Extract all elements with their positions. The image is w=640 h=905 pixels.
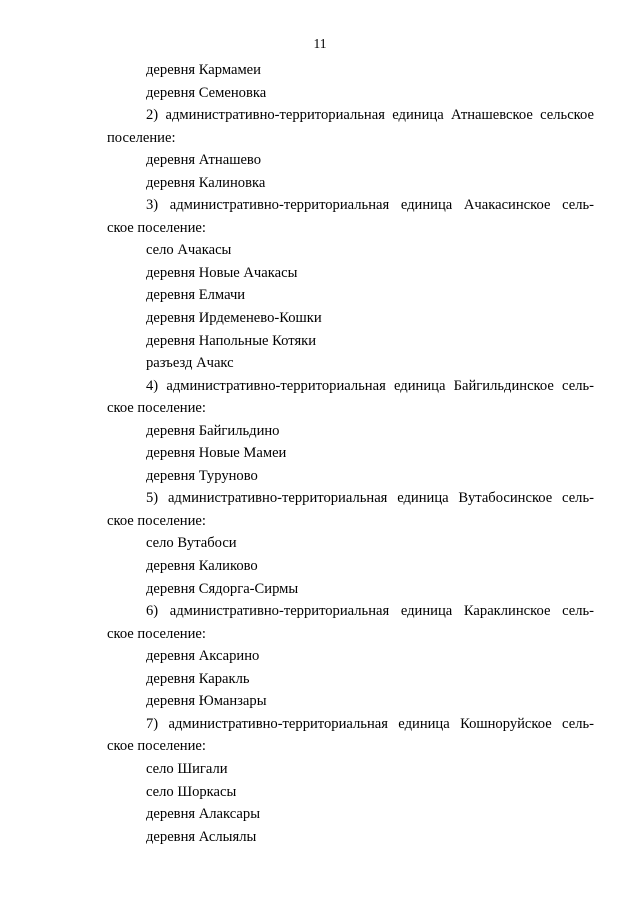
section-heading: 4) административно-территориальная единица Байгильдинское сель- xyxy=(146,377,594,394)
settlement-item: деревня Алаксары xyxy=(146,806,260,823)
section-heading-continuation: ское поселение: xyxy=(107,219,206,236)
settlement-item: деревня Юманзары xyxy=(146,693,267,710)
settlement-item: деревня Напольные Котяки xyxy=(146,332,317,349)
settlement-item: деревня Байгильдино xyxy=(146,422,280,439)
section-heading-continuation: поселение: xyxy=(107,129,176,146)
settlement-item: деревня Аслыялы xyxy=(146,828,257,845)
settlement-item: деревня Каликово xyxy=(146,558,258,575)
settlement-item: деревня Калиновка xyxy=(146,174,266,191)
page-number: 11 xyxy=(313,36,327,51)
document-body xyxy=(107,59,594,848)
settlement-item: деревня Атнашево xyxy=(146,152,262,169)
settlement-item: село Ачакасы xyxy=(146,242,232,259)
settlement-item: деревня Каракль xyxy=(146,670,250,687)
settlement-item: село Вутабоси xyxy=(146,535,237,552)
settlement-item: деревня Кармамеи xyxy=(146,62,261,78)
section-heading: 5) административно-территориальная единица Вутабосинское сель- xyxy=(146,490,594,507)
section-heading-continuation: ское поселение: xyxy=(107,738,206,755)
settlement-item: деревня Ирдеменево-Кошки xyxy=(146,310,322,327)
settlement-item: деревня Туруново xyxy=(146,467,258,484)
section-heading: 2) административно-территориальная единица Атнашевское сельское xyxy=(146,107,594,124)
settlement-item: деревня Новые Мамеи xyxy=(146,445,287,462)
settlement-item: село Шигали xyxy=(146,760,228,777)
settlement-item: деревня Аксарино xyxy=(146,648,260,665)
section-heading: 7) административно-территориальная единица Кошноруйское сель- xyxy=(146,715,594,732)
settlement-item: деревня Сядорга-Сирмы xyxy=(146,580,299,597)
section-heading: 6) административно-территориальная единица Караклинское сель- xyxy=(146,603,594,620)
settlement-item: деревня Елмачи xyxy=(146,287,246,304)
settlement-item: разъезд Ачакс xyxy=(146,355,234,372)
settlement-item: село Шоркасы xyxy=(146,783,237,800)
section-heading-continuation: ское поселение: xyxy=(107,625,206,642)
settlement-item: деревня Семеновка xyxy=(146,84,267,101)
section-heading: 3) административно-территориальная единица Ачакасинское сель- xyxy=(146,197,594,214)
settlement-item: деревня Новые Ачакасы xyxy=(146,264,298,281)
section-heading-continuation: ское поселение: xyxy=(107,512,206,529)
section-heading-continuation: ское поселение: xyxy=(107,400,206,417)
